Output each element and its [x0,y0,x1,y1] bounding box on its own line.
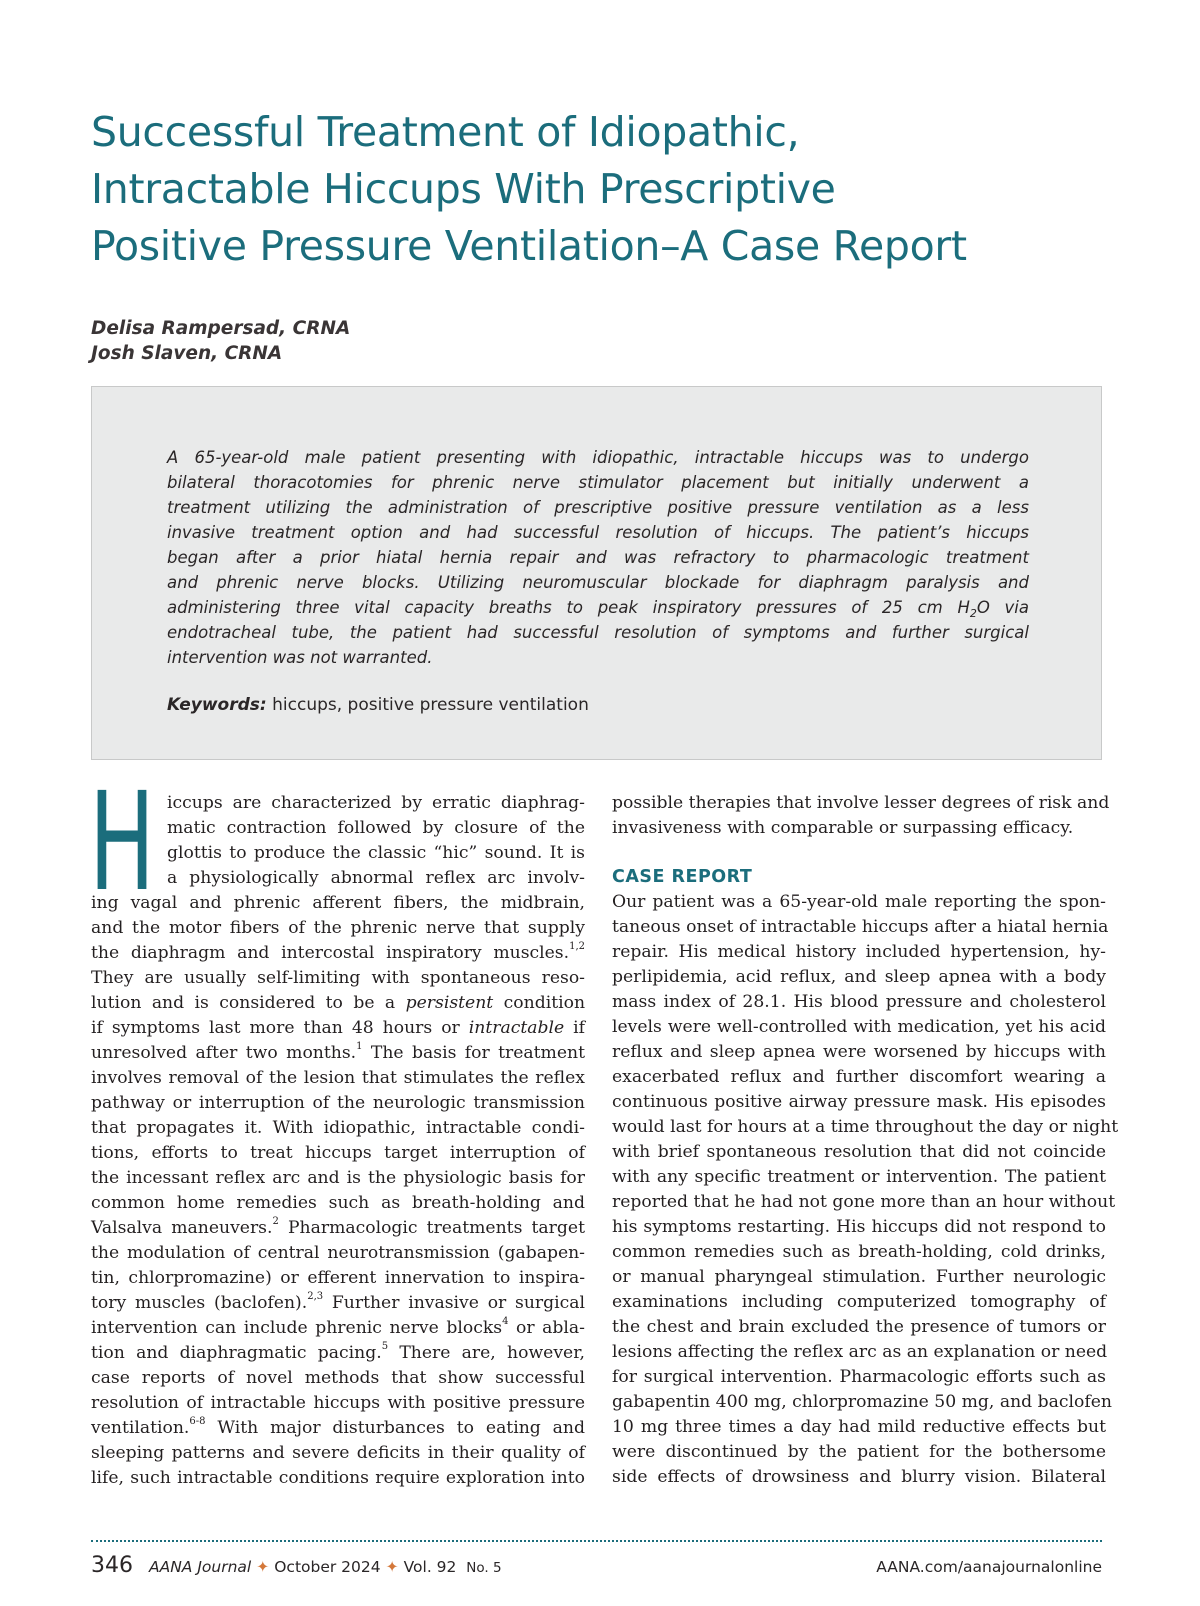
body-line: ing vagal and phrenic afferent fibers, the midbrain, [91,893,585,913]
body-line-text: tory muscles (baclofen). [91,1293,308,1313]
diamond-icon: ✦ [256,1558,270,1576]
author-2: Josh Slaven, CRNA [91,343,283,364]
body-line-tail: or abla- [508,1318,585,1338]
body-line: tions, efforts to treat hiccups target interruption of [91,1143,585,1163]
h2o-subscript: 2 [969,607,977,620]
issue-number: No. 5 [466,1560,502,1576]
article-title [91,104,1111,275]
body-line: a physiologically abnormal reflex arc involv- [167,868,585,888]
body-line: his symptoms restarting. His hiccups did not respond to [612,1217,1106,1237]
body-line [91,1341,585,1366]
abstract-line-tail: O via [976,598,1029,617]
section-heading-case-report: CASE REPORT [612,867,753,887]
body-line: glottis to produce the classic “hic” sound. It is [167,843,585,863]
reference-superscript: 5 [381,1341,389,1352]
body-line: involves removal of the lesion that stimulates the reflex [91,1068,585,1088]
body-line: matic contraction followed by closure of the [167,818,585,838]
body-line: the modulation of central neurotransmission (gabapen- [91,1243,585,1263]
body-line-text: ventilation. [91,1418,190,1438]
body-line: gabapentin 400 mg, chlorpromazine 50 mg, and baclofen [612,1392,1112,1412]
author-list [91,316,350,366]
keywords-value: hiccups, positive pressure ventilation [272,695,589,715]
body-column-left [91,791,585,1491]
body-line: tin, chlorpromazine) or efferent innervation to inspira- [91,1268,585,1288]
body-line-text: unresolved after two months. [91,1043,357,1063]
body-line: life, such intractable conditions require exploration into [91,1468,585,1488]
body-line: common home remedies such as breath-holding and [91,1193,585,1213]
dropcap-glyph: H [89,764,155,922]
issue-date: October 2024 [274,1558,381,1576]
body-line [91,1016,585,1041]
body-line: 10 mg three times a day had mild reductive effects but [612,1417,1106,1437]
body-line: the incessant reflex arc and is the physiologic basis for [91,1168,585,1188]
abstract-line: and phrenic nerve blocks. Utilizing neuromuscular blockade for diaphragm paralysis and [167,573,1029,592]
author-1: Delisa Rampersad, CRNA [91,318,351,339]
body-line [91,1291,585,1316]
body-line: resolution of intractable hiccups with positive pressure [91,1393,585,1413]
body-line: the chest and brain excluded the presence of tumors or [612,1317,1106,1337]
body-line: They are usually self-limiting with spontaneous reso- [91,968,585,988]
abstract-line: began after a prior hiatal hernia repair and was refractory to pharmacologic treatment [167,548,1029,567]
body-line: case reports of novel methods that show successful [91,1368,585,1388]
body-line-text: Valsalva maneuvers. [91,1218,273,1238]
body-line [91,1041,585,1066]
body-line: with any specific treatment or intervention. The patient [612,1167,1106,1187]
body-line-tail: Pharmacologic treatments target [278,1218,585,1238]
body-line: with brief spontaneous resolution that did not coincide [612,1142,1106,1162]
footer-divider [91,1540,1102,1542]
title-line-1: Successful Treatment of Idiopathic, [91,108,800,156]
emphasis-intractable: intractable [468,1018,565,1038]
abstract-line: intervention was not warranted. [167,648,433,667]
body-line [91,1316,585,1341]
body-line: Our patient was a 65-year-old male reporting the spon- [612,892,1106,912]
abstract-line-text: administering three vital capacity breaths to peak inspiratory pressures of 25 cm H [167,598,970,617]
abstract-text [167,445,1029,670]
body-line: reported that he had not gone more than an hour without [612,1192,1116,1212]
body-line [91,941,585,966]
page-footer [91,1553,1102,1583]
body-column-right [612,791,1119,1490]
body-line: possible therapies that involve lesser degrees of risk and [612,793,1110,813]
journal-citation [149,1558,502,1576]
body-line: taneous onset of intractable hiccups after a hiatal hernia [612,917,1109,937]
journal-name: AANA Journal [149,1558,252,1576]
body-line [91,1416,585,1441]
reference-superscript: 1 [356,1041,363,1052]
reference-superscript: 6-8 [189,1416,206,1427]
body-line: would last for hours at a time throughout the day or night [612,1117,1119,1137]
body-line: or manual pharyngeal stimulation. Further neurologic [612,1267,1106,1287]
reference-superscript: 4 [502,1316,509,1327]
body-line: reflux and sleep apnea were worsened by hiccups with [612,1042,1106,1062]
section-spacer [612,841,1106,865]
body-line-tail: With major disturbances to eating and [205,1418,585,1438]
body-line: examinations including computerized tomography of [612,1292,1106,1312]
body-line: invasiveness with comparable or surpassing efficacy. [612,818,1074,838]
body-line-text: lution and is considered to be a [91,993,396,1013]
body-line-tail: There are, however, [388,1343,585,1363]
body-line [91,991,585,1016]
journal-url-link[interactable]: AANA.com/aanajournalonline [876,1558,1102,1576]
reference-superscript: 2,3 [307,1291,324,1302]
body-line: sleeping patterns and severe deficits in their quality of [91,1443,585,1463]
title-line-3: Positive Pressure Ventilation–A Case Report [91,222,967,270]
abstract-line: endotracheal tube, the patient had successful resolution of symptoms and further surgical [167,623,1029,642]
abstract-line [167,595,1029,620]
body-line-text: the diaphragm and intercostal inspiratory muscles. [91,943,570,963]
body-line-text: if symptoms last more than 48 hours or [91,1018,460,1038]
body-line-tail: if [564,1018,586,1038]
page-number: 346 [91,1553,133,1578]
body-line-tail: The basis for treatment [362,1043,586,1063]
body-line: lesions affecting the reflex arc as an explanation or need [612,1342,1108,1362]
body-line: pathway or interruption of the neurologic transmission [91,1093,585,1113]
abstract-line: bilateral thoracotomies for phrenic nerve stimulator placement but initially underwent a [167,473,1029,492]
body-line: were discontinued by the patient for the bothersome [612,1442,1106,1462]
abstract-line: invasive treatment option and had successful resolution of hiccups. The patient’s hiccups [167,523,1029,542]
body-line: and the motor fibers of the phrenic nerve that supply [91,918,585,938]
abstract-box [91,386,1102,760]
abstract-line: treatment utilizing the administration of prescriptive positive pressure ventilation as a less [167,498,1029,517]
body-line: mass index of 28.1. His blood pressure and cholesterol [612,992,1106,1012]
body-line-tail: condition [493,993,586,1013]
body-line: exacerbated reflux and further discomfort wearing a [612,1067,1106,1087]
body-line: side effects of drowsiness and blurry vision. Bilateral [612,1467,1106,1487]
body-line: perlipidemia, acid reflux, and sleep apnea with a body [612,967,1106,987]
body-line-text: intervention can include phrenic nerve blocks [91,1318,503,1338]
body-line: levels were well-controlled with medication, yet his acid [612,1017,1106,1037]
emphasis-persistent: persistent [405,993,494,1013]
reference-superscript: 2 [272,1216,279,1227]
title-line-2: Intractable Hiccups With Prescriptive [91,165,836,213]
keywords [167,695,589,715]
diamond-icon: ✦ [385,1558,399,1576]
reference-superscript: 1,2 [569,941,585,952]
body-line: common remedies such as breath-holding, cold drinks, [612,1242,1106,1262]
keywords-label: Keywords: [167,695,267,715]
abstract-line: A 65-year-old male patient presenting with idiopathic, intractable hiccups was to undergo [167,448,1029,467]
volume: Vol. 92 [403,1558,457,1576]
body-line: continuous positive airway pressure mask. His episodes [612,1092,1106,1112]
body-line [91,1216,585,1241]
body-line: iccups are characterized by erratic diaphrag- [167,793,585,813]
body-line-text: tion and diaphragmatic pacing. [91,1343,382,1363]
body-line: that propagates it. With idiopathic, intractable condi- [91,1118,585,1138]
body-line: repair. His medical history included hypertension, hy- [612,942,1106,962]
body-line: for surgical intervention. Pharmacologic efforts such as [612,1367,1106,1387]
body-line-tail: Further invasive or surgical [323,1293,585,1313]
